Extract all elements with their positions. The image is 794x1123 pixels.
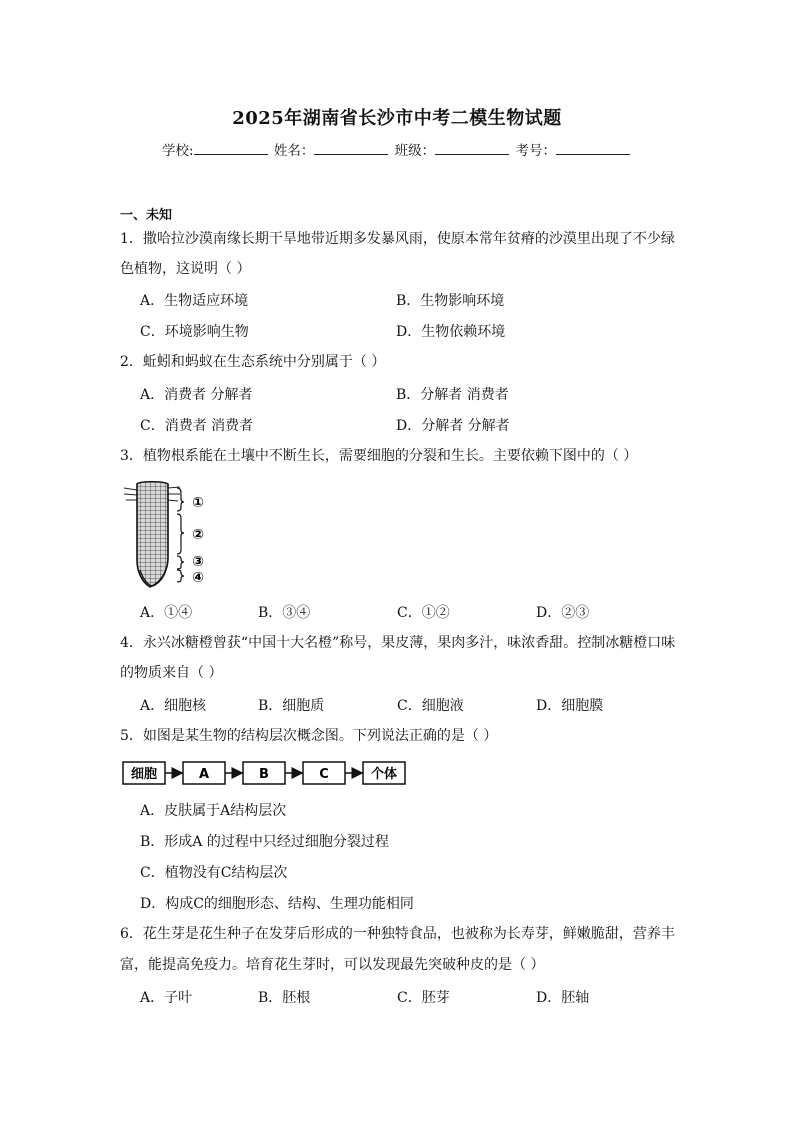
region-braces [177, 488, 184, 582]
name-label: 姓名： [273, 143, 315, 159]
region-label-2: ② [192, 527, 204, 543]
q2-option-a: A．消费者 分解者 [140, 387, 253, 403]
q4-option-d: D．细胞膜 [536, 698, 604, 714]
q6-stem-line-1: 6．花生芽是花生种子在发芽后形成的一种独特食品，也被称为长寿芽，鲜嫩脆甜，营养丰 [120, 926, 675, 942]
q5-option-b: B．形成A 的过程中只经过细胞分裂过程 [140, 834, 389, 850]
q3-option-d: D．②③ [536, 605, 590, 621]
q4-stem-line-1: 4．永兴冰糖橙曾获“中国十大名橙”称号，果皮薄，果肉多汁，味浓香甜。控制冰糖橙口味 [120, 635, 676, 651]
flow-label-a: A [198, 767, 210, 782]
region-label-1: ① [192, 495, 204, 511]
region-label-4: ④ [192, 570, 204, 586]
q6-option-b: B．胚根 [258, 990, 311, 1006]
exam-number-blank [556, 142, 630, 155]
page-title: 2025年湖南省长沙市中考二模生物试题 [232, 108, 562, 129]
name-blank [314, 142, 388, 155]
q3-option-a: A．①④ [140, 605, 193, 621]
q2-option-b: B．分解者 消费者 [396, 387, 509, 403]
q6-option-a: A．子叶 [140, 990, 193, 1006]
q3-option-c: C．①② [397, 605, 450, 621]
q1-stem-line-1: 1．撒哈拉沙漠南缘长期干旱地带近期多发暴风雨，使原本常年贫瘠的沙漠里出现了不少绿 [120, 231, 675, 247]
q4-option-c: C．细胞液 [397, 698, 464, 714]
q5-option-c: C．植物没有C结构层次 [140, 865, 288, 881]
flow-label-c: C [319, 767, 329, 782]
region-label-3: ③ [192, 554, 204, 570]
flow-label-cell: 细胞 [130, 767, 158, 782]
school-label: 学校: [162, 143, 194, 159]
q1-option-d: D．生物依赖环境 [396, 324, 506, 340]
q3-stem-line-1: 3．植物根系能在土壤中不断生长，需要细胞的分裂和生长。主要依赖下图中的（ ） [120, 448, 638, 464]
q4-option-b: B．细胞质 [258, 698, 325, 714]
q4-stem-line-2: 的物质来自（ ） [120, 665, 223, 681]
class-blank [435, 142, 509, 155]
q6-stem-line-2: 富，能提高免疫力。培育花生芽时，可以发现最先突破种皮的是（ ） [120, 957, 545, 973]
q2-option-c: C．消费者 消费者 [140, 418, 254, 434]
q5-option-a: A．皮肤属于A结构层次 [140, 803, 287, 819]
q5-option-d: D．构成C的细胞形态、结构、生理功能相同 [140, 896, 414, 912]
exam-number-label: 考号： [515, 143, 556, 159]
q3-option-b: B．③④ [258, 605, 311, 621]
section-heading: 一、未知 [120, 208, 173, 223]
q1-stem-line-2: 色植物，这说明（ ） [120, 261, 251, 277]
q2-stem-line-1: 2．蚯蚓和蚂蚁在生态系统中分别属于（ ） [120, 354, 386, 370]
q5-stem-line-1: 5．如图是某生物的结构层次概念图。下列说法正确的是（ ） [120, 728, 498, 744]
q6-option-c: C．胚芽 [397, 990, 450, 1006]
school-blank [194, 142, 268, 155]
q4-option-a: A．细胞核 [140, 698, 207, 714]
student-info-row [0, 139, 794, 159]
class-label: 班级： [394, 143, 436, 159]
q2-option-d: D．分解者 分解者 [396, 418, 510, 434]
q1-option-c: C．环境影响生物 [140, 324, 249, 340]
root-tip-diagram [120, 478, 220, 590]
flow-label-individual: 个体 [370, 767, 398, 782]
flow-label-b: B [259, 767, 269, 782]
q1-option-b: B．生物影响环境 [396, 293, 505, 309]
q6-option-d: D．胚轴 [536, 990, 590, 1006]
q1-option-a: A．生物适应环境 [140, 293, 249, 309]
structure-flow-diagram [120, 759, 410, 789]
root-body [137, 482, 168, 587]
